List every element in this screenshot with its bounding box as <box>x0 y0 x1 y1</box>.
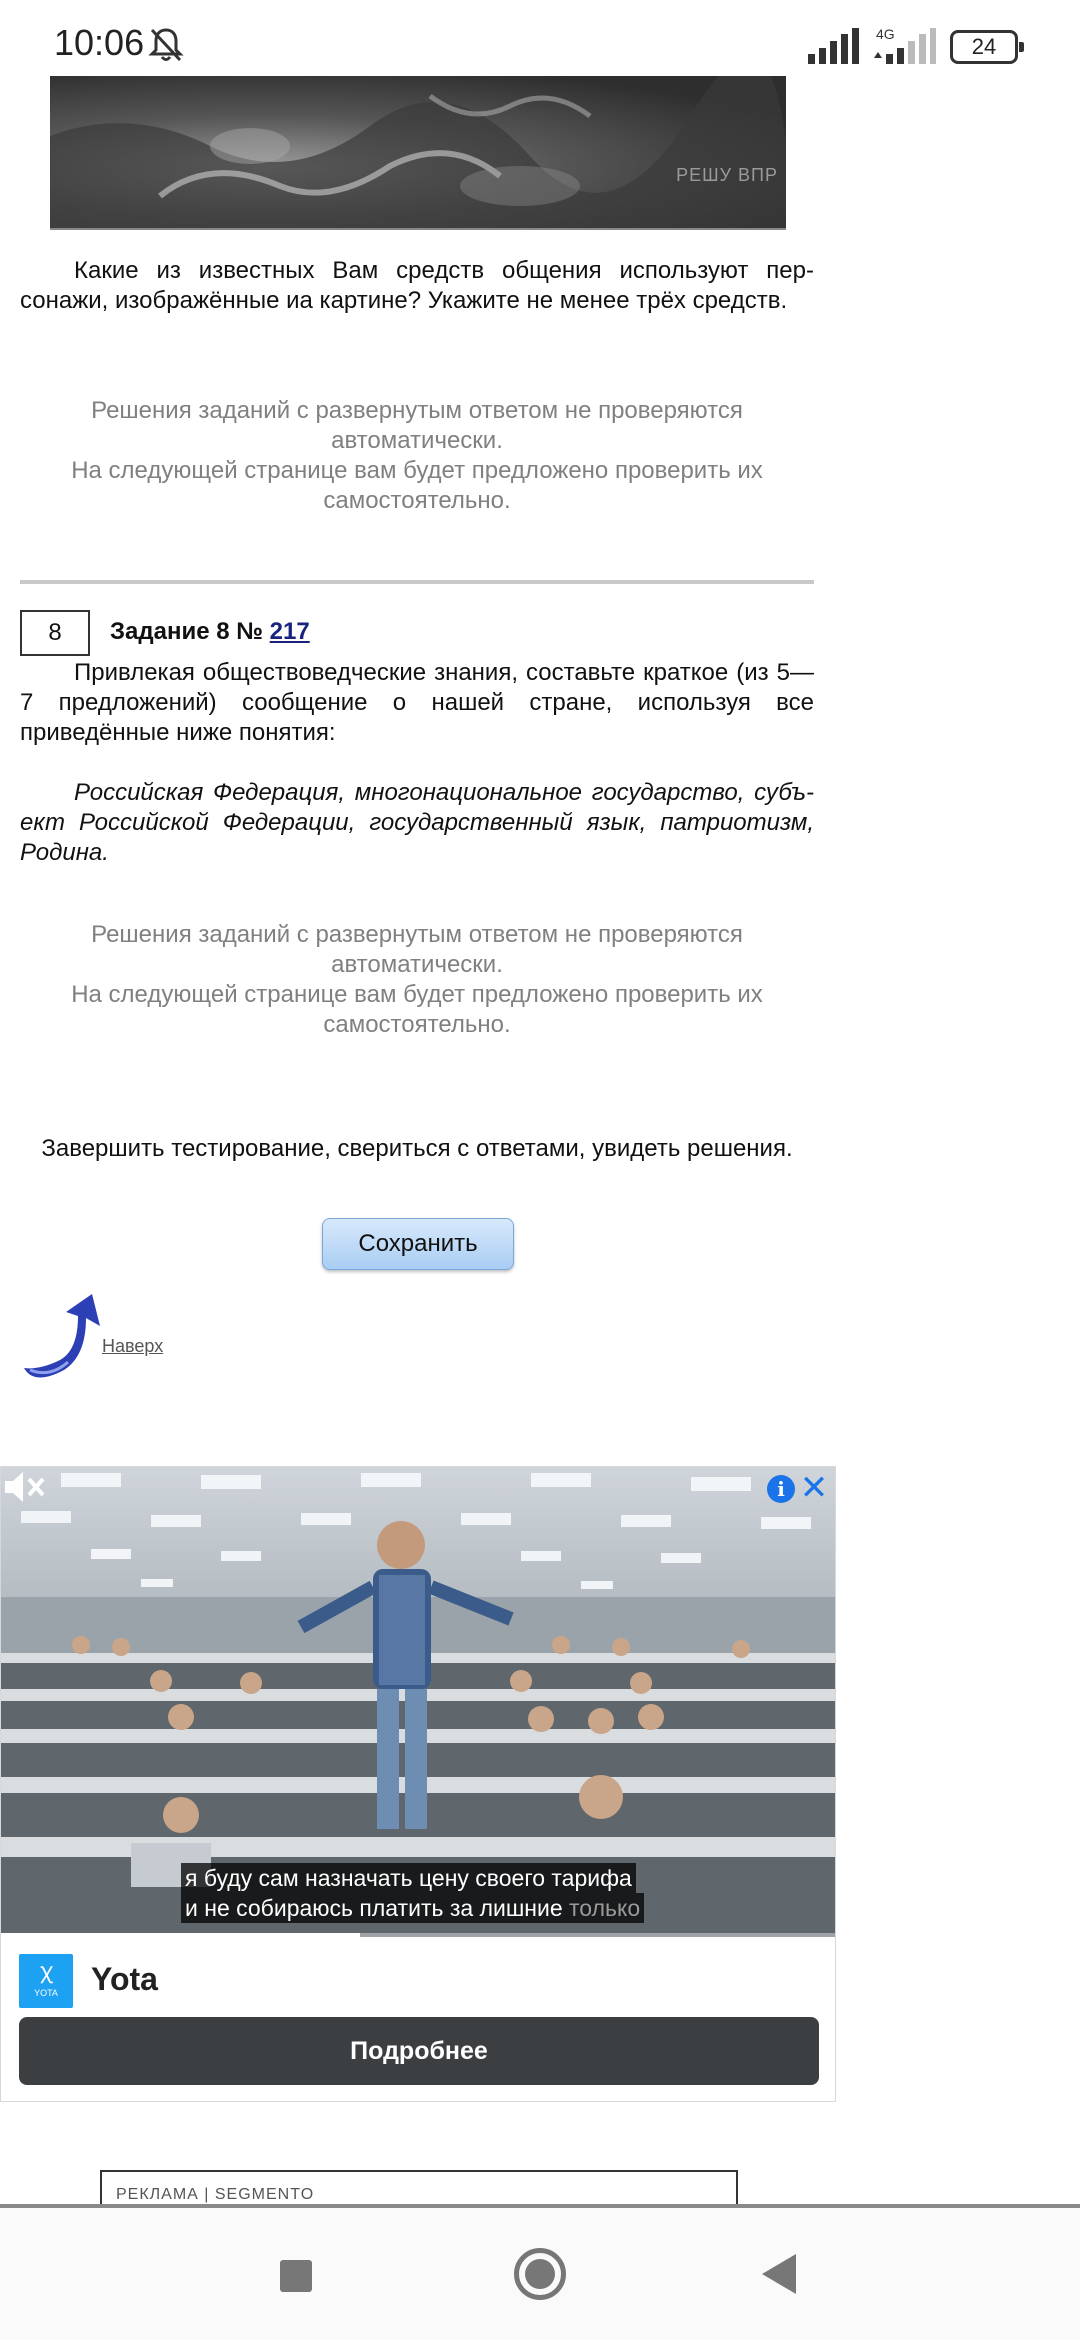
up-arrow-icon[interactable] <box>20 1290 106 1382</box>
ad-close-icon[interactable]: ✕ <box>799 1469 829 1507</box>
task8-concepts: Российская Федерация, многонациональное государство, субъект Российской Федерации, государственный язык, патриотизм, Родина. <box>20 779 814 866</box>
network-type: 4G <box>876 26 895 42</box>
finish-test-text: Завершить тестирование, свериться с ответами, увидеть решения. <box>41 1135 793 1162</box>
save-button[interactable]: Сохранить <box>322 1218 514 1270</box>
ad-video[interactable] <box>1 1467 835 1937</box>
task7-note: Решения заданий с развернутым ответом не проверяются автоматически. На следующей странице вам будет предложено проверить их самостоятельно. <box>71 397 763 514</box>
video-caption: я буду сам назначать цену своего тарифа и не собираюсь платить за лишние только <box>181 1863 644 1923</box>
task8-note: Решения заданий с развернутым ответом не проверяются автоматически. На следующей странице вам будет предложено проверить их самостоятельно. <box>71 921 763 1038</box>
ad-info-icon[interactable]: i <box>767 1475 795 1503</box>
ad-label: РЕКЛАМА | SEGMENTO <box>100 2170 738 2210</box>
task-number-box: 8 <box>20 610 90 656</box>
status-time: 10:06 <box>54 22 145 63</box>
signal-icon <box>808 28 862 64</box>
muted-speaker-icon[interactable] <box>1 1467 45 1507</box>
video-progress-bar[interactable] <box>1 1933 835 1937</box>
back-to-top-link[interactable]: Наверх <box>102 1336 164 1356</box>
home-circle-icon[interactable] <box>514 2248 566 2300</box>
ad-banner[interactable] <box>0 1466 836 2102</box>
status-bar <box>0 0 1080 76</box>
brand-logo: ꭓ YOTA <box>19 1954 73 2008</box>
navigation-bar <box>0 2204 1080 2340</box>
video-progress-fill <box>1 1933 360 1937</box>
image-watermark: РЕШУ ВПР <box>676 165 778 185</box>
recents-square-icon[interactable] <box>280 2260 312 2292</box>
task-id-link[interactable]: 217 <box>269 618 310 645</box>
learn-more-button[interactable]: Подробнее <box>19 2017 819 2085</box>
battery-icon <box>950 30 1018 64</box>
back-triangle-icon[interactable] <box>762 2254 796 2294</box>
painting-image <box>50 76 786 230</box>
task-heading: Задание 8 № 217 <box>110 618 310 645</box>
task7-question: Какие из известных Вам средств общения используют персонажи, изображённые иа картине? Укажите не менее трёх средств. <box>20 257 814 314</box>
divider <box>20 580 814 584</box>
signal-4g-icon <box>872 28 936 64</box>
battery-level: 24 <box>971 34 997 59</box>
task8-question: Привлекая обществоведческие знания, составьте краткое (из 5—7 предложений) сообщение о нашей стране, используя все приведённые ниже понятия: <box>20 659 814 746</box>
bell-muted-icon <box>146 24 186 64</box>
brand-name: Yota <box>91 1961 158 1997</box>
